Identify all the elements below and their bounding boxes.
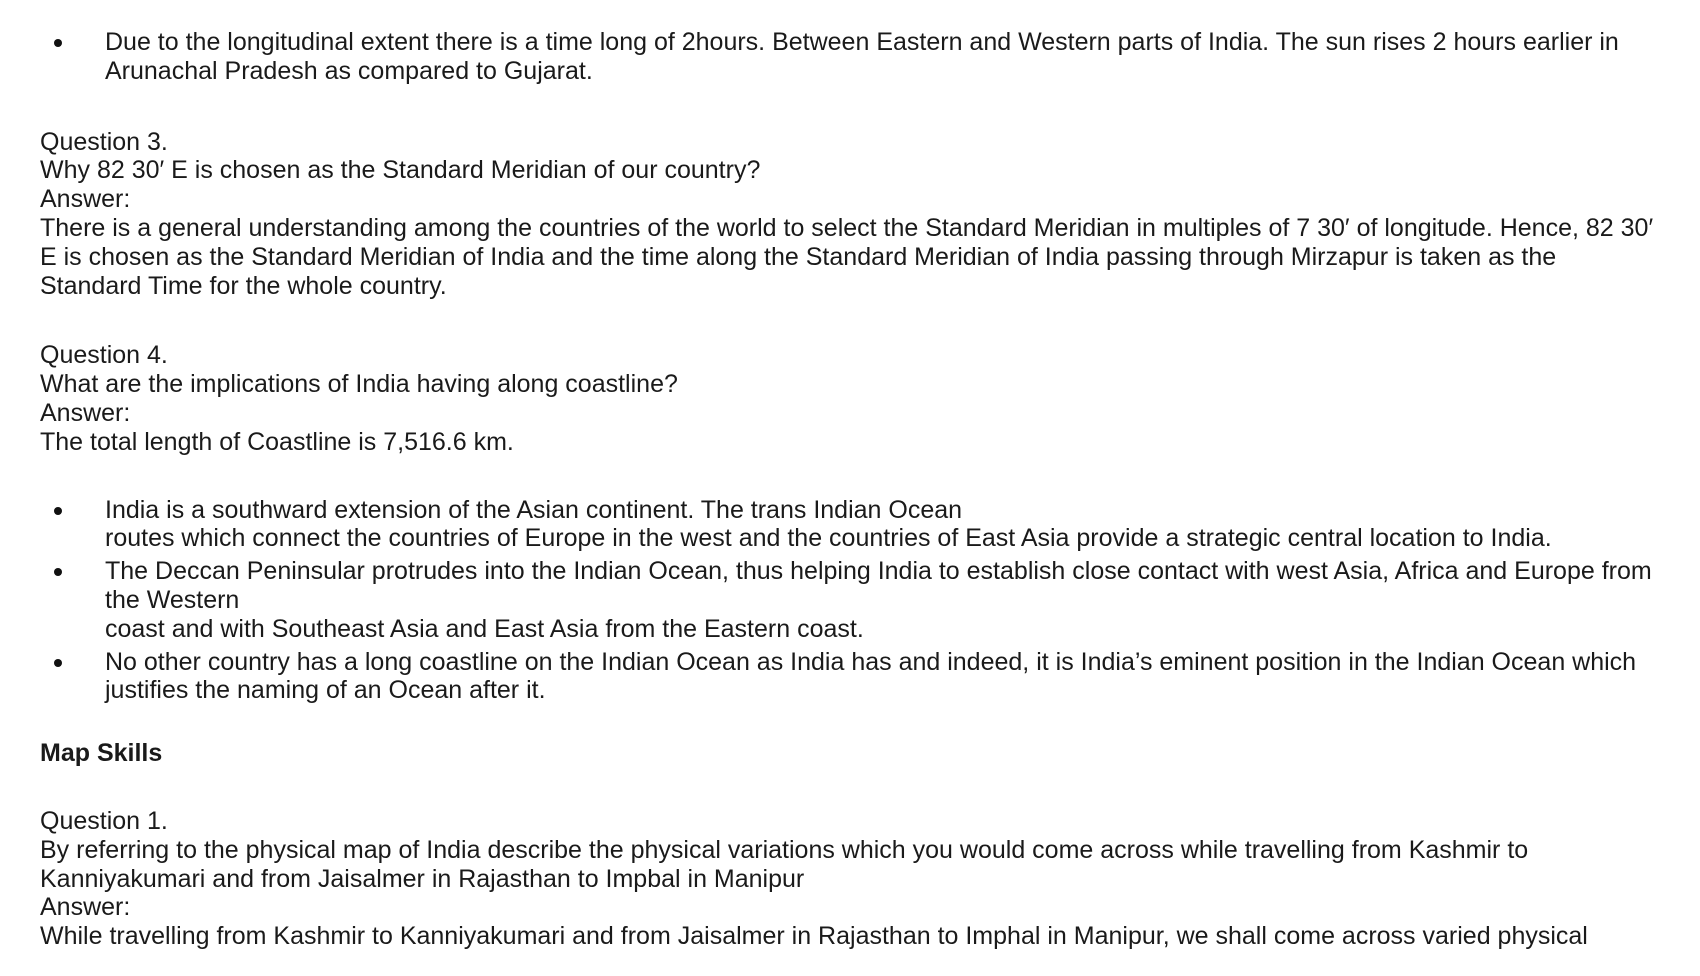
question-label: Question 1. [40,806,168,835]
list-item [40,496,1670,554]
section-heading-map-skills: Map Skills [40,739,163,768]
answer-label: Answer: [40,185,131,214]
text-line: the Western [105,585,240,614]
bullet-icon [54,507,62,515]
question-text-line: Kanniyakumari and from Jaisalmer in Rajasthan to Impbal in Manipur [40,864,805,893]
bullet-icon [54,39,62,47]
question-3-block [40,128,1670,301]
text-line: coast and with Southeast Asia and East Asia from the Eastern coast. [105,614,864,643]
text-line: The Deccan Peninsular protrudes into the Indian Ocean, thus helping India to establish close contact with west Asia, Africa and Europe from [105,557,1652,586]
list-item [40,557,1670,643]
question-text: Why 82 30′ E is chosen as the Standard Meridian of our country? [40,156,761,185]
text-line: No other country has a long coastline on the Indian Ocean as India has and indeed, it is India’s eminent position in the Indian Ocean which [105,647,1637,676]
answer-text-line: The total length of Coastline is 7,516.6 km. [40,427,514,456]
list-item [40,648,1670,706]
question-label: Question 4. [40,341,168,370]
text-line: justifies the naming of an Ocean after it. [105,676,546,705]
question-label: Question 3. [40,127,168,156]
map-skills-question-1-block [40,807,1670,951]
text-line: routes which connect the countries of Europe in the west and the countries of East Asia provide a strategic central location to India. [105,524,1552,553]
text-line: India is a southward extension of the Asian continent. The trans Indian Ocean [105,495,963,524]
text-line: Arunachal Pradesh as compared to Gujarat. [105,56,593,85]
question-text-line: By referring to the physical map of India describe the physical variations which you would come across while travelling from Kashmir to [40,835,1529,864]
document-page [40,28,1670,951]
question-4-block [40,341,1670,456]
answer-text-line: E is chosen as the Standard Meridian of India and the time along the Standard Meridian of India passing through Mirzapur is taken as the [40,242,1557,271]
bullet-icon [54,568,62,576]
answer-text-line: Standard Time for the whole country. [40,271,447,300]
list-item [40,28,1670,86]
bullet-icon [54,659,62,667]
answer-label: Answer: [40,893,131,922]
top-bullet-list [40,28,1670,86]
answer-label: Answer: [40,398,131,427]
answer-text-line: There is a general understanding among the countries of the world to select the Standard Meridian in multiples of 7 30′ of longitude. Hence, 82 30′ [40,213,1654,242]
coastline-bullet-list [40,496,1670,706]
answer-text-line: While travelling from Kashmir to Kanniyakumari and from Jaisalmer in Rajasthan to Imphal in Manipur, we shall come across varied physical [40,922,1588,951]
text-line: Due to the longitudinal extent there is a time long of 2hours. Between Eastern and Western parts of India. The sun rises 2 hours earlier in [105,28,1619,56]
question-text: What are the implications of India having along coastline? [40,370,678,399]
